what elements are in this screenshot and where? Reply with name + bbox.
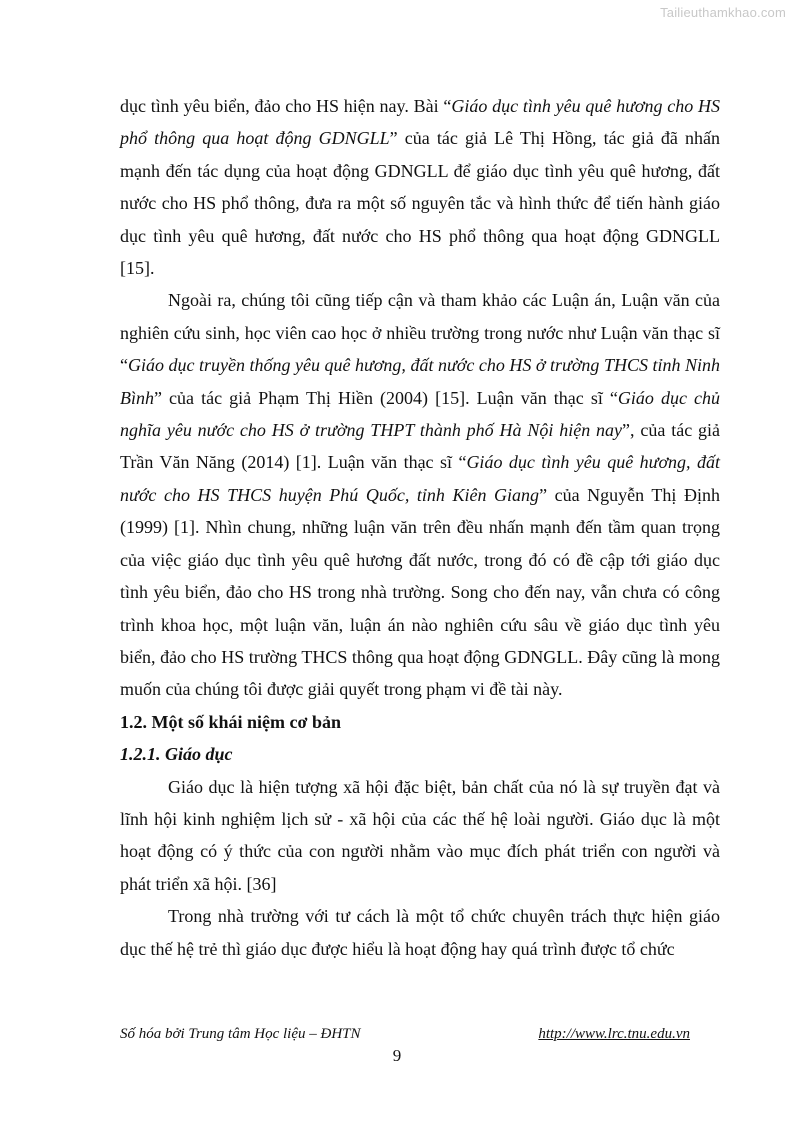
text-span: dục tình yêu biển, đảo cho HS hiện nay. Bài “: [120, 96, 452, 116]
footer-source: Số hóa bởi Trung tâm Học liệu – ĐHTN: [120, 1026, 361, 1042]
paragraph-4: Trong nhà trường với tư cách là một tổ chức chuyên trách thực hiện giáo dục thế hệ trẻ thì giáo dục được hiểu là hoạt động hay quá trình được tổ chức: [120, 906, 720, 959]
text-span: ”, của tác giả Trần Văn Năng (2014) [1]. Luận văn thạc sĩ “: [120, 420, 721, 473]
text-span: ” của Nguyễn Thị Định (1999) [1]. Nhìn chung, những luận văn trên đều nhấn mạnh đến tầm quan trọng của việc giáo dục tình yêu quê hương đất nước, trong đó có đề cập tới giáo dục tình yêu biển, đảo cho HS trong nhà trường. Song cho đến nay, vẫn chưa có công trình khoa học, một luận văn, luận án nào nghiên cứu sâu về giáo dục tình yêu biển, đảo cho HS trường THCS thông qua hoạt động GDNGLL. Đây cũng là mong muốn của chúng tôi được giải quyết trong phạm vi đề tài này.: [120, 484, 720, 700]
section-heading: 1.2. Một số khái niệm cơ bản: [120, 711, 341, 732]
footer-link[interactable]: http://www.lrc.tnu.edu.vn: [538, 1026, 690, 1042]
page-number: 9: [392, 1046, 402, 1065]
paragraph-1: [120, 90, 720, 284]
document-body: [120, 90, 720, 965]
text-span: ” của tác giả Phạm Thị Hiền (2004) [15]. Luận văn thạc sĩ “: [154, 387, 618, 408]
italic-title: Giáo dục truyền thống yêu quê hương, đất nước cho HS ở trường THCS tỉnh Ninh Bình: [120, 355, 720, 408]
watermark: Tailieuthamkhao.com: [660, 5, 786, 20]
italic-title: Giáo dục tình yêu quê hương, đất nước cho HS THCS huyện Phú Quốc, tỉnh Kiên Giang: [120, 452, 720, 505]
italic-title: Giáo dục chủ nghĩa yêu nước cho HS ở trường THPT thành phố Hà Nội hiện nay: [120, 387, 721, 441]
italic-title: Giáo dục tình yêu quê hương cho HS phổ thông qua hoạt động GDNGLL: [120, 96, 720, 149]
text-span: Ngoài ra, chúng tôi cũng tiếp cận và tham khảo các Luận án, Luận văn của nghiên cứu sinh, học viên cao học ở nhiều trường trong nước như Luận văn thạc sĩ “: [120, 290, 720, 376]
subsection-heading: 1.2.1. Giáo dục: [120, 744, 233, 765]
text-span: ” của tác giả Lê Thị Hồng, tác giả đã nhấn mạnh đến tác dụng của hoạt động GDNGLL để giáo dục tình yêu quê hương, đất nước cho HS phổ thông, đưa ra một số nguyên tắc và hình thức để tiến hành giáo dục tình yêu quê hương, đất nước cho HS phổ thông qua hoạt động GDNGLL [15].: [120, 128, 720, 279]
paragraph-3: Giáo dục là hiện tượng xã hội đặc biệt, bản chất của nó là sự truyền đạt và lĩnh hội kinh nghiệm lịch sử - xã hội của các thế hệ loài người. Giáo dục là một hoạt động có ý thức của con người nhằm vào mục đích phát triển con người và phát triển xã hội. [36]: [120, 776, 720, 894]
paragraph-2: [120, 284, 720, 705]
